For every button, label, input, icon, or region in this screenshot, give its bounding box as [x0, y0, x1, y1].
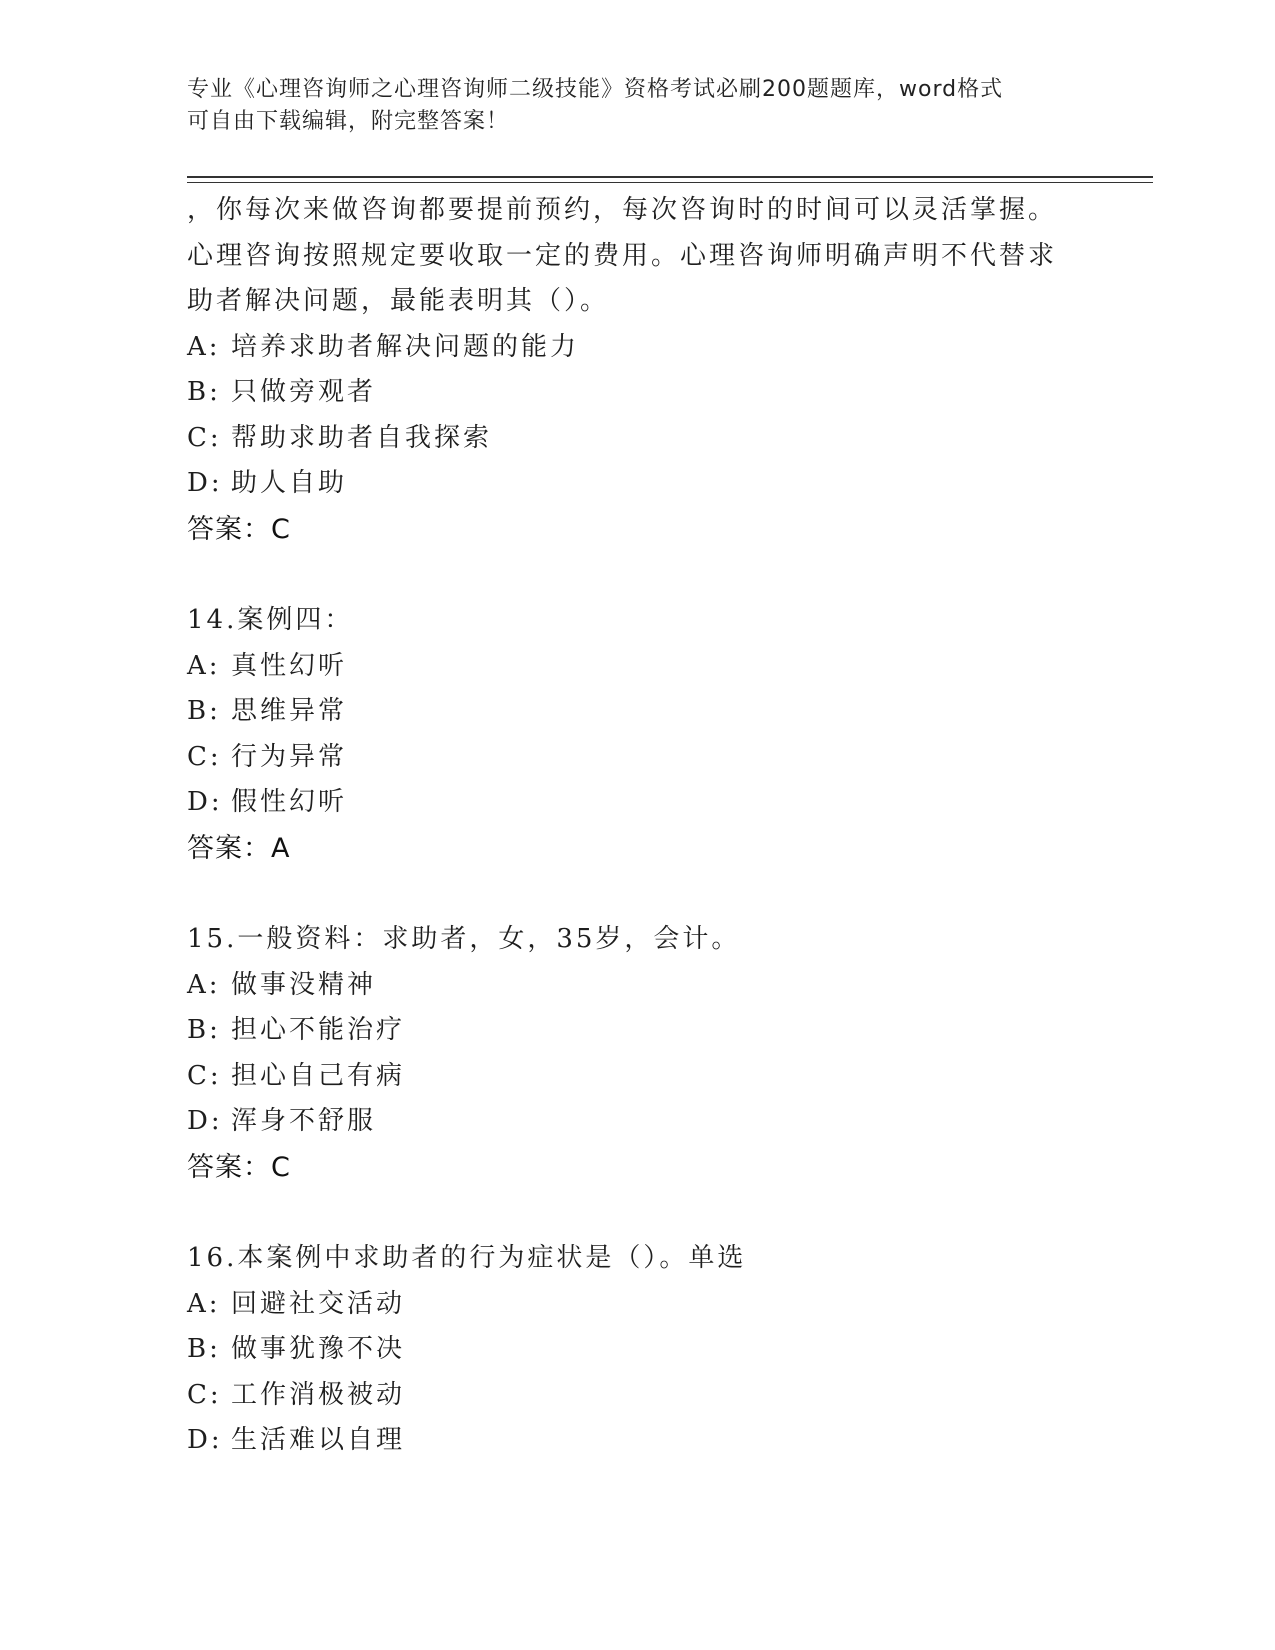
option-b: [187, 1327, 1147, 1373]
question-content: [187, 188, 1147, 1464]
document-header: [187, 74, 1087, 138]
question-block-13: [187, 188, 1147, 552]
question-stem: 16.本案例中求助者的行为症状是（）。单选: [187, 1243, 747, 1273]
option-text: 只做旁观者: [231, 377, 377, 407]
option-key: A:: [187, 969, 221, 1000]
spacer: [187, 552, 1147, 598]
option-key: D:: [187, 787, 223, 817]
option-c: [187, 735, 1147, 781]
option-text: 生活难以自理: [231, 1425, 406, 1455]
header-rule-thick: [187, 176, 1153, 178]
option-text: 思维异常: [231, 696, 348, 726]
option-a: [187, 1282, 1147, 1328]
spacer: [187, 871, 1147, 917]
question-stem: 15.一般资料：求助者，女，35岁，会计。: [187, 924, 741, 954]
option-key: B:: [187, 1015, 221, 1045]
option-c: [187, 1054, 1147, 1100]
option-text: 假性幻听: [231, 787, 348, 817]
option-text: 真性幻听: [231, 650, 348, 681]
option-key: C:: [187, 1060, 222, 1091]
question-stem-line: 心理咨询按照规定要收取一定的费用。心理咨询师明确声明不代替求: [187, 240, 1058, 271]
option-text: 回避社交活动: [231, 1288, 406, 1319]
option-text: 助人自助: [231, 468, 348, 498]
option-d: [187, 1418, 1147, 1464]
answer-line: 答案：C: [187, 1151, 291, 1183]
option-text: 浑身不舒服: [231, 1106, 377, 1136]
option-d: [187, 1099, 1147, 1145]
question-stem-line: 助者解决问题，最能表明其（）。: [187, 286, 610, 316]
option-text: 担心不能治疗: [231, 1015, 406, 1045]
question-block-14: [187, 598, 1147, 871]
option-text: 担心自己有病: [231, 1060, 406, 1091]
question-block-15: [187, 917, 1147, 1190]
header-line-2: 可自由下载编辑，附完整答案！: [187, 109, 510, 134]
question-stem: 14.案例四：: [187, 605, 354, 635]
option-text: 帮助求助者自我探索: [231, 422, 493, 453]
option-text: 培养求助者解决问题的能力: [231, 331, 580, 362]
option-c: [187, 1373, 1147, 1419]
option-a: [187, 644, 1147, 690]
option-text: 工作消极被动: [231, 1379, 406, 1410]
header-rule-thin: [187, 182, 1153, 183]
option-b: [187, 370, 1147, 416]
option-b: [187, 1008, 1147, 1054]
answer-line: 答案：C: [187, 513, 291, 545]
option-a: [187, 963, 1147, 1009]
option-d: [187, 461, 1147, 507]
question-stem-line: ，你每次来做咨询都要提前预约，每次咨询时的时间可以灵活掌握。: [187, 195, 1058, 225]
answer-line: 答案：A: [187, 832, 291, 864]
question-block-16: [187, 1236, 1147, 1464]
option-c: [187, 416, 1147, 462]
option-key: C:: [187, 741, 222, 772]
option-text: 做事犹豫不决: [231, 1334, 406, 1364]
header-line-1: 专业《心理咨询师之心理咨询师二级技能》资格考试必刷200题题库，word格式: [187, 77, 1004, 102]
option-key: A:: [187, 650, 221, 681]
option-key: D:: [187, 1425, 223, 1455]
option-text: 做事没精神: [231, 969, 377, 1000]
option-key: D:: [187, 1106, 223, 1136]
option-key: C:: [187, 422, 222, 453]
option-key: B:: [187, 696, 221, 726]
option-text: 行为异常: [231, 741, 348, 772]
option-a: [187, 325, 1147, 371]
option-key: C:: [187, 1379, 222, 1410]
spacer: [187, 1190, 1147, 1236]
option-d: [187, 780, 1147, 826]
option-key: B:: [187, 377, 221, 407]
option-b: [187, 689, 1147, 735]
option-key: A:: [187, 331, 221, 362]
option-key: D:: [187, 468, 223, 498]
option-key: A:: [187, 1288, 221, 1319]
option-key: B:: [187, 1334, 221, 1364]
